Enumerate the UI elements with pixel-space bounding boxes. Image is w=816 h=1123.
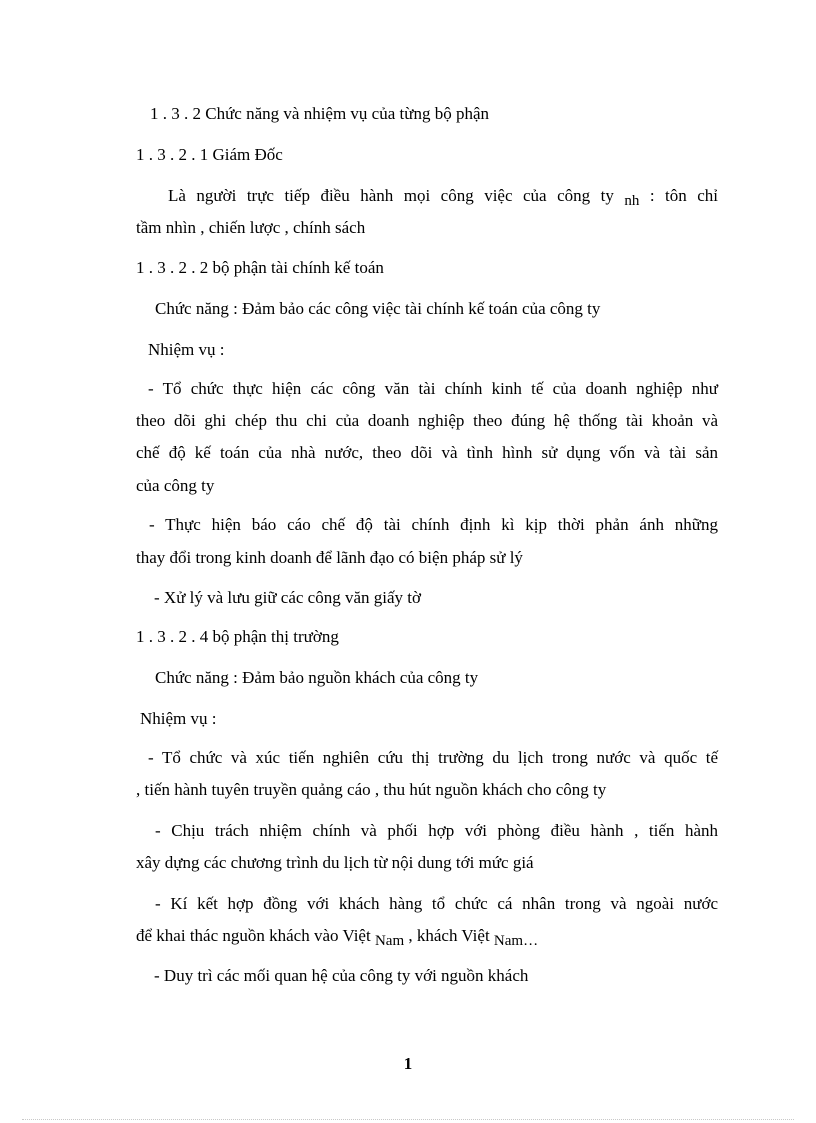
market-item-3-line-1: - Kí kết hợp đồng với khách hàng tổ chức cá nhân trong và ngoài nước [155, 894, 718, 913]
director-text: Là người trực tiếp điều hành mọi công việc của công ty [168, 186, 614, 205]
accounting-function: Chức năng : Đảm bảo các công việc tài chính kế toán của công ty [155, 299, 601, 318]
market-item-1-line-2: , tiến hành tuyên truyền quảng cáo , thu hút nguồn khách cho công ty [136, 780, 607, 799]
section-heading-1-3-2-1: 1 . 3 . 2 . 1 Giám Đốc [136, 145, 283, 164]
director-text-small: nh [624, 193, 640, 209]
market-item-2-line-2: xây dựng các chương trình du lịch từ nội dung tới mức giá [136, 853, 534, 872]
market-item-4: - Duy trì các mối quan hệ của công ty với nguồn khách [154, 966, 529, 985]
director-text-end: : tôn chỉ [649, 186, 719, 205]
market-item-3-line-2 [136, 926, 538, 947]
market-item-1-line-1: - Tổ chức và xúc tiến nghiên cứu thị trường du lịch trong nước và quốc tế [148, 748, 718, 767]
section-heading-1-3-2-4: 1 . 3 . 2 . 4 bộ phận thị trường [136, 627, 339, 646]
section-heading-1-3-2-2: 1 . 3 . 2 . 2 bộ phận tài chính kế toán [136, 258, 384, 277]
director-paragraph-line-2: tầm nhìn , chiến lược , chính sách [136, 218, 366, 237]
section-heading-1-3-2: 1 . 3 . 2 Chức năng và nhiệm vụ của từng bộ phận [150, 104, 490, 123]
director-paragraph-line-1 [136, 186, 718, 207]
market-item-3-text-c: , khách Việt [408, 926, 490, 945]
accounting-item-2-line-2: thay đổi trong kinh doanh để lãnh đạo có biện pháp sử lý [136, 548, 523, 567]
accounting-item-2-line-1: - Thực hiện báo cáo chế độ tài chính định kì kịp thời phản ánh những [149, 515, 718, 534]
market-function: Chức năng : Đảm bảo nguồn khách của công ty [155, 668, 479, 687]
accounting-item-1-line-4: của công ty [136, 476, 215, 495]
market-item-3-text-b: Nam [374, 933, 405, 949]
market-item-3-text-d: Nam… [493, 933, 539, 949]
page-bottom-divider [22, 1119, 794, 1120]
accounting-item-1-line-1: - Tổ chức thực hiện các công văn tài chính kinh tế của doanh nghiệp như [148, 379, 718, 398]
market-item-3-text-a: để khai thác nguồn khách vào Việt [136, 926, 371, 945]
market-duties-label: Nhiệm vụ : [140, 709, 217, 728]
page-number: 1 [403, 1054, 413, 1073]
accounting-duties-label: Nhiệm vụ : [148, 340, 225, 359]
accounting-item-1-line-2: theo dõi ghi chép thu chi của doanh nghiệp theo đúng hệ thống tài khoản và [136, 411, 718, 430]
accounting-item-3: - Xử lý và lưu giữ các công văn giấy tờ [154, 588, 422, 607]
accounting-item-1-line-3: chế độ kế toán của nhà nước, theo dõi và tình hình sử dụng vốn và tài sản [136, 443, 718, 462]
market-item-2-line-1: - Chịu trách nhiệm chính và phối hợp với phòng điều hành , tiến hành [155, 821, 718, 840]
